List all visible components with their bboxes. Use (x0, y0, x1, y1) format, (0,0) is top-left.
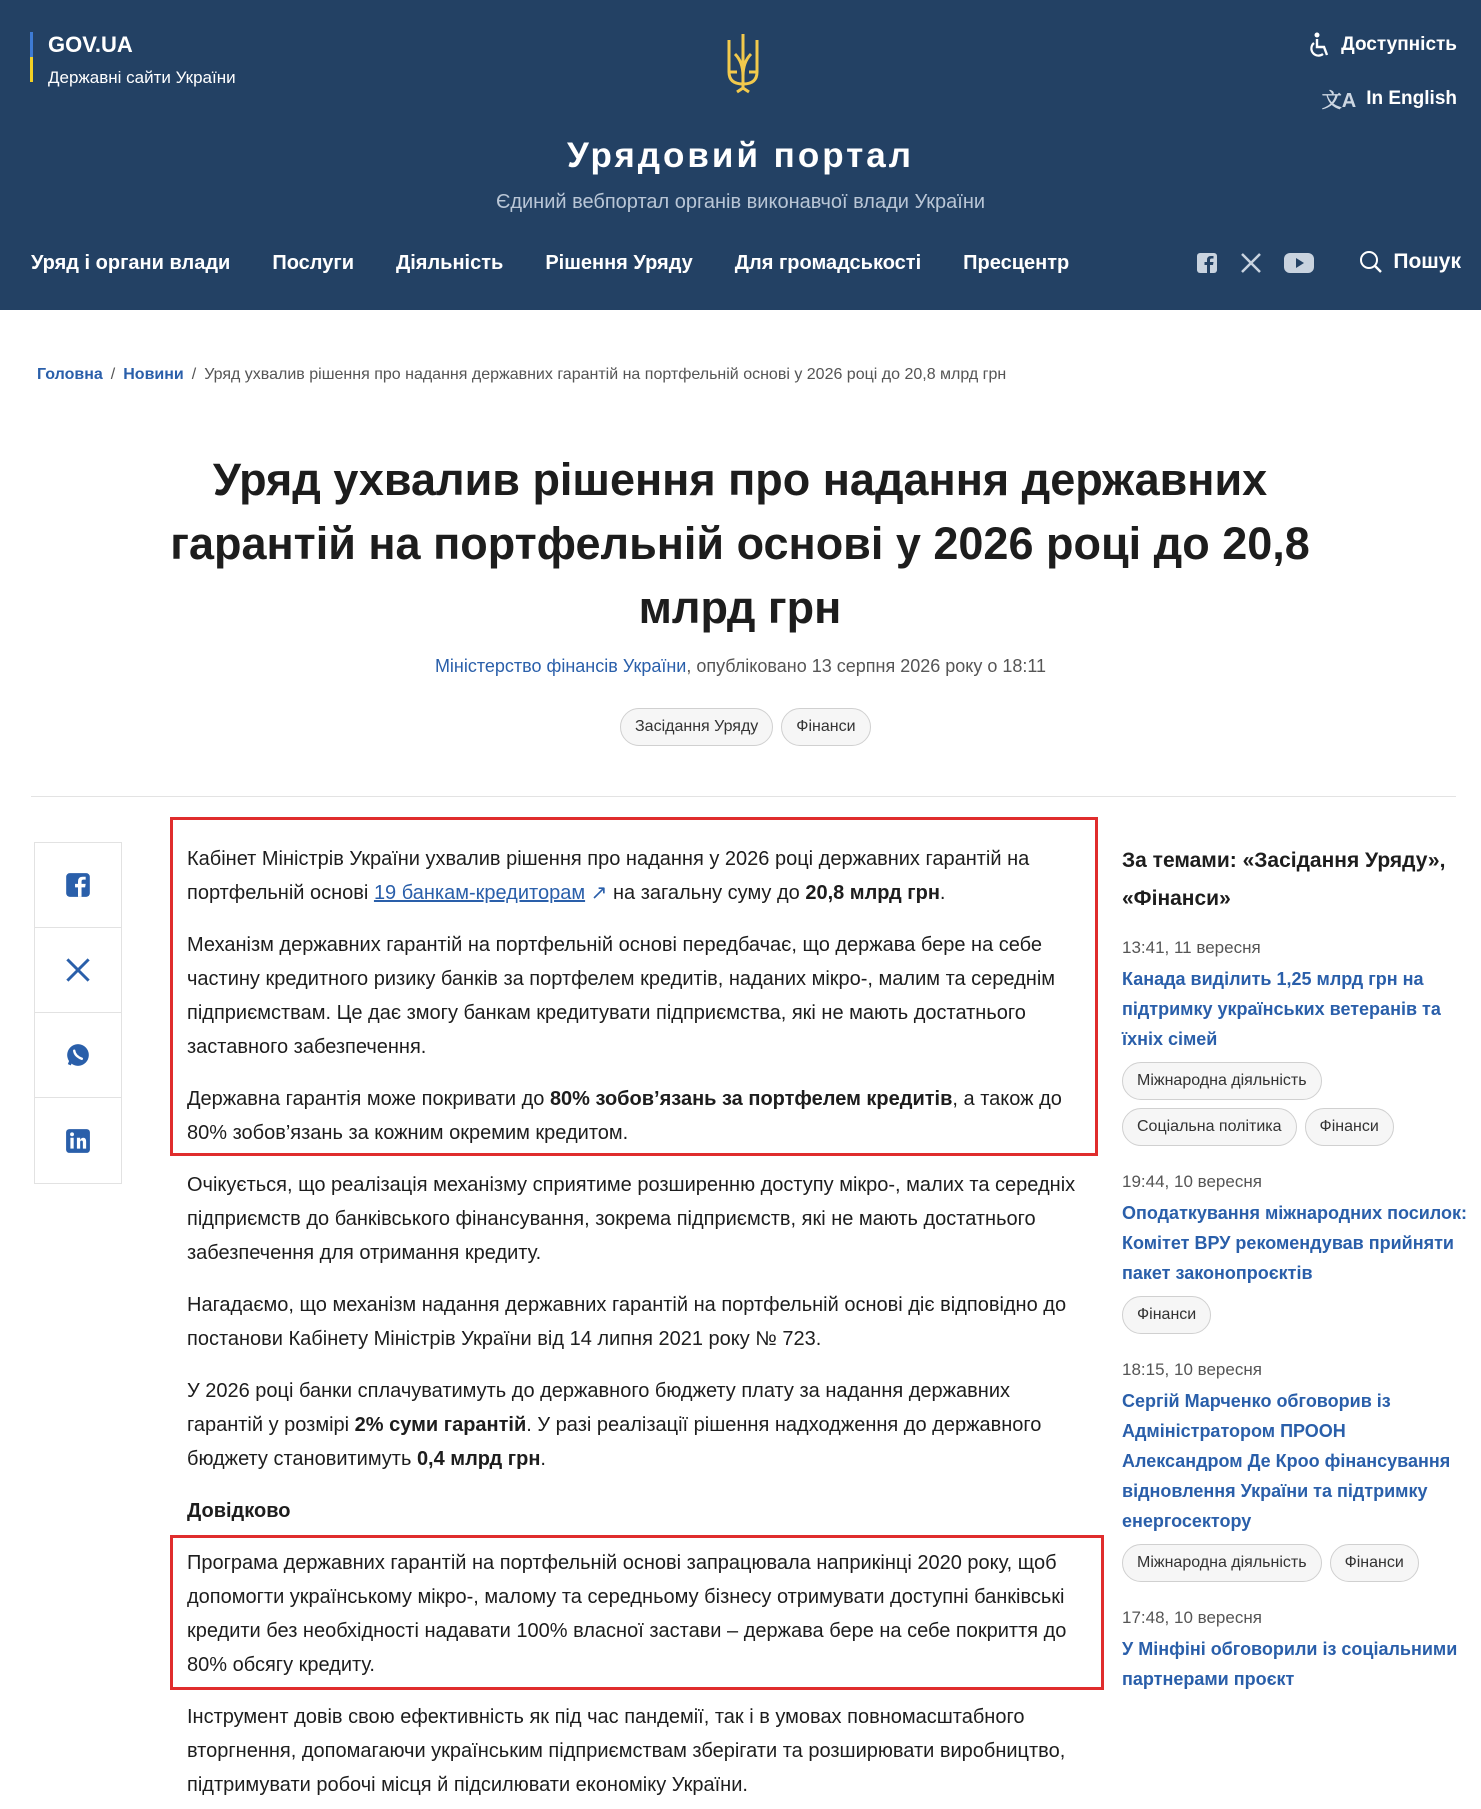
language-switch[interactable] (1322, 84, 1457, 113)
article-paragraph: Програма державних гарантій на портфельній основі запрацювала наприкінці 2020 року, щоб допомогти українському мікро-, малому та середньому бізнесу отримувати доступні банківські кредити без необхідності надавати 100% власної застави – держава бере на себе покриття до 80% обсягу кредиту. (187, 1552, 1067, 1676)
linkedin-icon (65, 1128, 91, 1154)
divider (31, 796, 1456, 797)
govua-flag-bar (30, 32, 33, 82)
news-time: 13:41, 11 вересня (1122, 938, 1261, 957)
share-linkedin[interactable] (35, 1098, 121, 1183)
tag-finance[interactable]: Фінанси (1305, 1108, 1394, 1146)
social-links (1196, 252, 1314, 274)
youtube-icon[interactable] (1284, 252, 1314, 274)
news-time: 17:48, 10 вересня (1122, 1608, 1262, 1627)
tag-international[interactable]: Міжнародна діяльність (1122, 1062, 1322, 1100)
news-item (1122, 938, 1467, 1146)
site-header (0, 0, 1481, 310)
page-title: Уряд ухвалив рішення про надання державних гарантій на портфельній основі у 2026 році до 20,8 млрд грн (170, 454, 1310, 633)
news-time: 19:44, 10 вересня (1122, 1172, 1262, 1191)
article-meta (0, 656, 1481, 677)
nav-decisions[interactable]: Рішення Уряду (545, 252, 693, 274)
tag-finance[interactable]: Фінанси (1122, 1296, 1211, 1334)
portal-title[interactable]: Урядовий портал (567, 136, 914, 175)
tag-government-meeting[interactable]: Засідання Уряду (620, 708, 773, 746)
govua-subtitle: Державні сайти України (48, 68, 236, 87)
x-icon[interactable] (1240, 252, 1262, 274)
news-title-link[interactable]: Канада виділить 1,25 млрд грн на підтримку українських ветеранів та їхніх сімей (1122, 969, 1441, 1049)
news-item (1122, 1172, 1467, 1334)
facebook-icon[interactable] (1196, 252, 1218, 274)
news-title-link[interactable]: У Мінфіні обговорили із соціальними партнерами проєкт (1122, 1639, 1458, 1689)
trident-icon[interactable] (723, 32, 763, 94)
language-label: In English (1366, 87, 1457, 109)
article-paragraph: Інструмент довів свою ефективність як під час пандемії, так і в умовах повномасштабного вторгнення, допомагаючи українським підприємствам зберігати та розширювати виробництво, підтримувати робочі місця й підсилювати економіку України. (187, 1706, 1066, 1796)
reference-heading: Довідково (187, 1500, 291, 1522)
share-panel (34, 842, 122, 1184)
highlight-box (170, 1535, 1104, 1690)
article-paragraph: Нагадаємо, що механізм надання державних гарантій на портфельній основі діє відповідно до постанови Кабінету Міністрів України від 14 липня 2021 року № 723. (187, 1294, 1067, 1350)
share-whatsapp[interactable] (35, 1013, 121, 1098)
article-paragraph: Механізм державних гарантій на портфельній основі передбачає, що держава бере на себе частину кредитного ризику банків за портфелем кредитів, наданих мікро-, малим та середнім підприємствам. Це дає змогу банкам кредитувати підприємства, які не мають достатнього заставного забезпечення. (187, 934, 1056, 1058)
portal-subtitle: Єдиний вебпортал органів виконавчої влади України (495, 191, 986, 213)
news-tags (1122, 1544, 1467, 1582)
breadcrumb-current: Уряд ухвалив рішення про надання державних гарантій на портфельній основі у 2026 році до 20,8 млрд грн (204, 366, 1007, 383)
main-nav (31, 252, 1069, 275)
breadcrumb-home[interactable]: Головна (37, 366, 103, 383)
nav-activity[interactable]: Діяльність (395, 252, 504, 274)
article-paragraph: Державна гарантія може покривати до 80% зобов’язань за портфелем кредитів, а також до 80% зобов’язань за кожним окремим кредитом. (187, 1088, 1062, 1144)
search-icon (1359, 250, 1383, 274)
nav-public[interactable]: Для громадськості (734, 252, 922, 274)
highlight-box (170, 817, 1098, 1156)
breadcrumb-separator: / (110, 366, 116, 383)
tag-international[interactable]: Міжнародна діяльність (1122, 1544, 1322, 1582)
nav-government[interactable]: Уряд і органи влади (31, 252, 231, 274)
tag-finance[interactable]: Фінанси (1330, 1544, 1419, 1582)
breadcrumb (37, 366, 1006, 384)
tag-finance[interactable]: Фінанси (781, 708, 870, 746)
article-tags (620, 708, 871, 746)
whatsapp-icon (65, 1042, 91, 1068)
article-paragraph: У 2026 році банки сплачуватимуть до державного бюджету плату за надання державних гарантій у розмірі 2% суми гарантій. У разі реалізації рішення надходження до державного бюджету становитимуть 0,4 млрд грн. (187, 1380, 1042, 1470)
govua-title: GOV.UA (48, 32, 133, 57)
accessibility-icon (1309, 32, 1331, 58)
breadcrumb-separator: / (191, 366, 197, 383)
nav-presscenter[interactable]: Пресцентр (963, 252, 1070, 274)
news-tags (1122, 1062, 1467, 1146)
accessibility-label: Доступність (1341, 34, 1457, 55)
tag-social-policy[interactable]: Соціальна політика (1122, 1108, 1297, 1146)
x-icon (65, 957, 91, 983)
nav-services[interactable]: Послуги (272, 252, 354, 274)
translate-icon: 文A (1321, 90, 1357, 112)
article-published: , опубліковано 13 серпня 2026 року о 18:11 (686, 656, 1047, 676)
banks-link[interactable]: 19 банкам-кредиторам (373, 882, 586, 904)
news-title-link[interactable]: Сергій Марченко обговорив із Адміністратором ПРООН Александром Де Кроо фінансування відновлення України та підтримку енергосектору (1122, 1391, 1451, 1531)
article-source-link[interactable]: Міністерство фінансів України (434, 656, 687, 676)
facebook-icon (65, 872, 91, 898)
external-link-icon: ↗ (585, 882, 608, 904)
news-tags (1122, 1296, 1467, 1334)
news-item (1122, 1608, 1467, 1694)
search-button[interactable] (1359, 250, 1461, 274)
sidebar-heading: За темами: «Засідання Уряду», «Фінанси» (1122, 849, 1446, 910)
article-paragraph: Очікується, що реалізація механізму сприятиме розширенню доступу мікро-, малих та середніх підприємств до банківського фінансування, зокрема підприємств, які не мають достатнього забезпечення для отримання кредиту. (187, 1174, 1076, 1264)
accessibility-button[interactable] (1309, 32, 1457, 58)
related-news-sidebar (1122, 842, 1467, 1720)
search-label: Пошук (1393, 250, 1461, 273)
news-title-link[interactable]: Оподаткування міжнародних посилок: Комітет ВРУ рекомендував прийняти пакет законопроєктів (1122, 1203, 1467, 1283)
breadcrumb-news[interactable]: Новини (123, 366, 184, 383)
article-paragraph: Кабінет Міністрів України ухвалив рішення про надання у 2026 році державних гарантій на портфельній основі 19 банкам-кредиторам ↗ на загальну суму до 20,8 млрд грн. (187, 848, 1030, 904)
news-item (1122, 1360, 1467, 1582)
share-facebook[interactable] (35, 843, 121, 928)
share-x[interactable] (35, 928, 121, 1013)
news-time: 18:15, 10 вересня (1122, 1360, 1262, 1379)
